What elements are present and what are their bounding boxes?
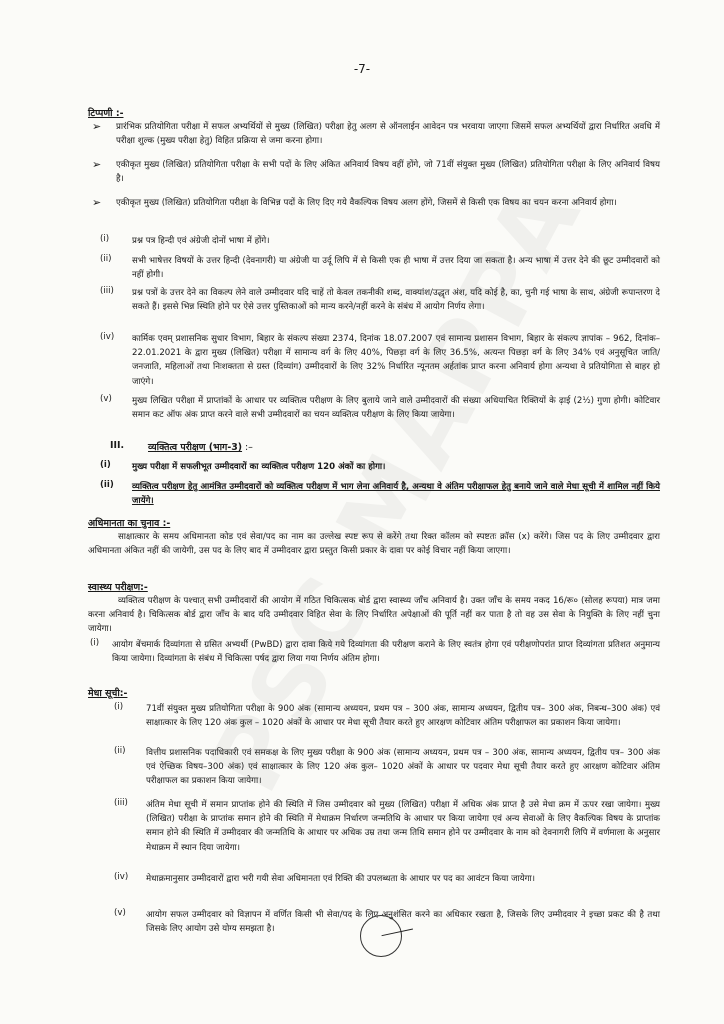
item-number: (iii) [114,798,128,808]
item-number: (i) [114,702,124,712]
list-item: मुख्य परीक्षा में सफलीभूत उम्मीदवारों का व्यक्तित्व परीक्षण 120 अंकों का होगा। [132,462,386,472]
item-number: (i) [100,460,111,470]
list-item: प्रश्न पत्र हिन्दी एवं अंग्रेजी दोनों भाषा में होंगे। [132,236,270,246]
list-item: कार्मिक एवम् प्रशासनिक सुधार विभाग, बिहार के संकल्प संख्या 2374, दिनांक 18.07.2007 एवं सामान्य प्रशासन विभाग, बिहार के संकल्प ज्ञापांक – 962, दिनांक–22.01.2021 के द्वारा मुख्य (लिखित) परीक्षा में सामान्य वर्ग के लिए 40%, पिछड़ा वर्ग के लिए 36.5%, अत्यन्त पिछड़ा वर्ग के लिए 34% एवं अनुसूचित जाति/जनजाति, महिलाओं तथा निःशक्तता से ग्रस्त (दिव्यांग) उम्मीदवारों के लिए 32% निर्धारित न्यूनतम अर्हतांक प्राप्त करना अनिवार्य होगा अन्यथा वे प्रतियोगिता से बाहर हो जाएंगे। [132,334,660,387]
page-number: -7- [353,62,371,76]
section-title: व्यक्तित्व परीक्षण (भाग-3) :– [148,442,253,453]
bullet-arrow-icon: ➢ [92,120,102,133]
list-item: व्यक्तित्व परीक्षण हेतु आमंत्रित उम्मीदवारों को व्यक्तित्व परीक्षण में भाग लेना अनिवार्य है, अन्यथा वे अंतिम परीक्षाफल हेतु बनाये जाने वाले मेधा सूची में शामिल नहीं किये जायेंगे। [132,482,660,507]
item-number: (ii) [100,480,114,490]
list-item: मेधाक्रमानुसार उम्मीदवारों द्वारा भरी गयी सेवा अधिमानता एवं रिक्ति की उपलब्धता के आधार पर पद का आवंटन किया जायेगा। [146,874,535,884]
item-number: (i) [90,638,100,648]
preference-text: साक्षात्कार के समय अधिमानता कोड एवं सेवा/पद का नाम का उल्लेख स्पष्ट रूप से करेंगे तथा रिक्त कॉलम को स्पष्टतः क्रॉस (x) करेंगे। जिस पद के लिए उम्मीदवार द्वारा अधिमानता अंकित नहीं की जायेगी, उस पद के लिए बाद में उम्मीदवार द्वारा प्रस्तुत किसी प्रकार के दावा पर कोई विचार नहीं किया जाएगा। [88,532,660,557]
item-number: (i) [100,234,110,244]
notes-heading: टिप्पणी :- [88,108,124,119]
list-item: आयोग बेंचमार्क दिव्यांगता से ग्रसित अभ्यर्थी (PwBD) द्वारा दावा किये गये दिव्यांगता की परीक्षण कराने के लिए स्वतंत्र होगा एवं परीक्षणोपरांत प्राप्त दिव्यांगता प्रतिशत अनुमान्य किया जायेगा। दिव्यांगता के संबंध में चिकित्सा पर्षद द्वारा लिया गया निर्णय अंतिम होगा। [112,640,661,665]
bullet-arrow-icon: ➢ [92,158,102,171]
bullet-2: एकीकृत मुख्य (लिखित) प्रतियोगिता परीक्षा के सभी पदों के लिए अंकित अनिवार्य विषय वहीं होंगे, जो 71वीं संयुक्त मुख्य (लिखित) प्रतियोगिता परीक्षा के लिए अनिवार्य विषय है। [116,160,660,185]
bullet-3: एकीकृत मुख्य (लिखित) प्रतियोगिता परीक्षा के विभिन्न पदों के लिए दिए गये वैकल्पिक विषय अलग होंगे, जिसमें से किसी एक विषय का चयन करना अनिवार्य होगा। [116,198,617,208]
health-text: व्यक्तित्व परीक्षण के पश्चात् सभी उम्मीदवारों की आयोग में गठित चिकित्सक बोर्ड द्वारा स्वास्थ्य जाँच अनिवार्य है। उक्त जाँच के समय नकद 16/रू० (सोलह रूपया) मात्र जमा करना अनिवार्य है। चिकित्सक बोर्ड द्वारा जाँच के बाद यदि उम्मीदवार विहित सेवा के लिए निर्धारित अपेक्षाओं की पूर्ति नहीं कर पाता है तो वह उस सेवा के नियुक्ति के लिए नहीं चुना जायेगा। [88,596,660,635]
item-number: (ii) [100,254,112,264]
list-item: वित्तीय प्रशासनिक पदाधिकारी एवं समकक्ष के लिए मुख्य परीक्षा के 900 अंक (सामान्य अध्ययन, प्रथम पत्र – 300 अंक, सामान्य अध्ययन, द्वितीय पत्र– 300 अंक एवं ऐच्छिक विषय–300 अंक) एवं साक्षात्कार के लिए 120 अंक कुल– 1020 अंकों के आधार पर पदवार मेधा सूची तैयार करते हुए आरक्षण कोटिवार अंतिम परीक्षाफल का प्रकाशन किया जायेगा। [146,748,660,787]
merit-heading: मेधा सूची:- [88,688,128,699]
item-number: (iii) [100,286,114,296]
bullet-1: प्रारंभिक प्रतियोगिता परीक्षा में सफल अभ्यर्थियों से मुख्य (लिखित) परीक्षा हेतु अलग से ऑनलाईन आवेदन पत्र भरवाया जाएगा जिसमें सफल अभ्यर्थियों द्वारा निर्धारित अवधि में परीक्षा शुल्क (मुख्य परीक्षा हेतु) विहित प्रक्रिया से जमा करना होगा। [116,122,660,147]
list-item: आयोग सफल उम्मीदवार को विज्ञापन में वर्णित किसी भी सेवा/पद के लिए अनुशंसित करने का अधिकार रखता है, जिसके लिए उम्मीदवार ने इच्छा प्रकट की है तथा जिसके लिए आयोग उसे योग्य समझता है। [146,910,660,935]
preference-heading: अधिमानता का चुनाव :- [88,518,171,529]
list-item: 71वीं संयुक्त मुख्य प्रतियोगिता परीक्षा के 900 अंक (सामान्य अध्ययन, प्रथम पत्र – 300 अंक, सामान्य अध्ययन, द्वितीय पत्र– 300 अंक, निबन्ध–300 अंक) एवं साक्षात्कार के लिए 120 अंक कुल – 1020 अंकों के आधार पर मेधा सूची तैयार करते हुए आरक्षण कोटिवार अंतिम परीक्षाफल का प्रकाशन किया जायेगा। [146,704,660,729]
list-item: मुख्य लिखित परीक्षा में प्राप्तांकों के आधार पर व्यक्तित्व परीक्षण के लिए बुलाये जाने वाले उम्मीदवारों की संख्या अधियाचित रिक्तियों के ढ़ाई (2½) गुणा होगी। कोटिवार समान कट ऑफ अंक प्राप्त करने वाले सभी उम्मीदवारों का चयन व्यक्तित्व परीक्षण के लिए किया जायेगा। [132,396,660,421]
item-number: (ii) [114,746,126,756]
list-item: अंतिम मेधा सूची में समान प्राप्तांक होने की स्थिति में जिस उम्मीदवार को मुख्य (लिखित) परीक्षा में अधिक अंक प्राप्त है उसे मेधा क्रम में ऊपर रखा जायेगा। मुख्य (लिखित) परीक्षा के प्राप्तांक समान होने की स्थिति में मेधाक्रम निर्धारण जन्मतिथि के आधार पर किया जायेगा एवं अन्य सेवाओं के लिए वैकल्पिक विषय के प्राप्तांक समान होने की स्थिति में उम्मीदवार की जन्मतिथि के आधार पर अधिक उम्र तथा जन्म तिथि समान होने पर उम्मीदवार के नाम को देवनागरी लिपि में वर्णमाला के अनुसार मेधाक्रम में स्थान दिया जायेगा। [146,800,660,853]
section-number: III. [110,440,125,451]
item-number: (v) [100,394,112,404]
health-heading: स्वास्थ्य परीक्षण:- [88,582,148,593]
item-number: (iv) [100,332,115,342]
item-number: (v) [114,908,126,918]
list-item: सभी भाषेत्तर विषयों के उत्तर हिन्दी (देवनागरी) या अंग्रेजी या उर्दू लिपि में से किसी एक ही भाषा में उत्तर दिया जा सकता है। अन्य भाषा में उत्तर देने की छूट उम्मीदवारों को नहीं होगी। [132,256,660,281]
list-item: प्रश्न पत्रों के उत्तर देने का विकल्प लेने वाले उम्मीदवार यदि चाहें तो केवल तकनीकी शब्द, वाक्यांश/उद्धृत अंश, यदि कोई है, का, चुनी गई भाषा के साथ, अंग्रेजी रूपान्तरण दे सकते हैं। इससे भिन्न स्थिति होने पर ऐसे उत्तर पुस्तिकाओं को मान्य करने/नहीं करने के संबंध में आयोग निर्णय लेगा। [132,288,660,313]
item-number: (iv) [114,872,129,882]
bullet-arrow-icon: ➢ [92,196,102,209]
